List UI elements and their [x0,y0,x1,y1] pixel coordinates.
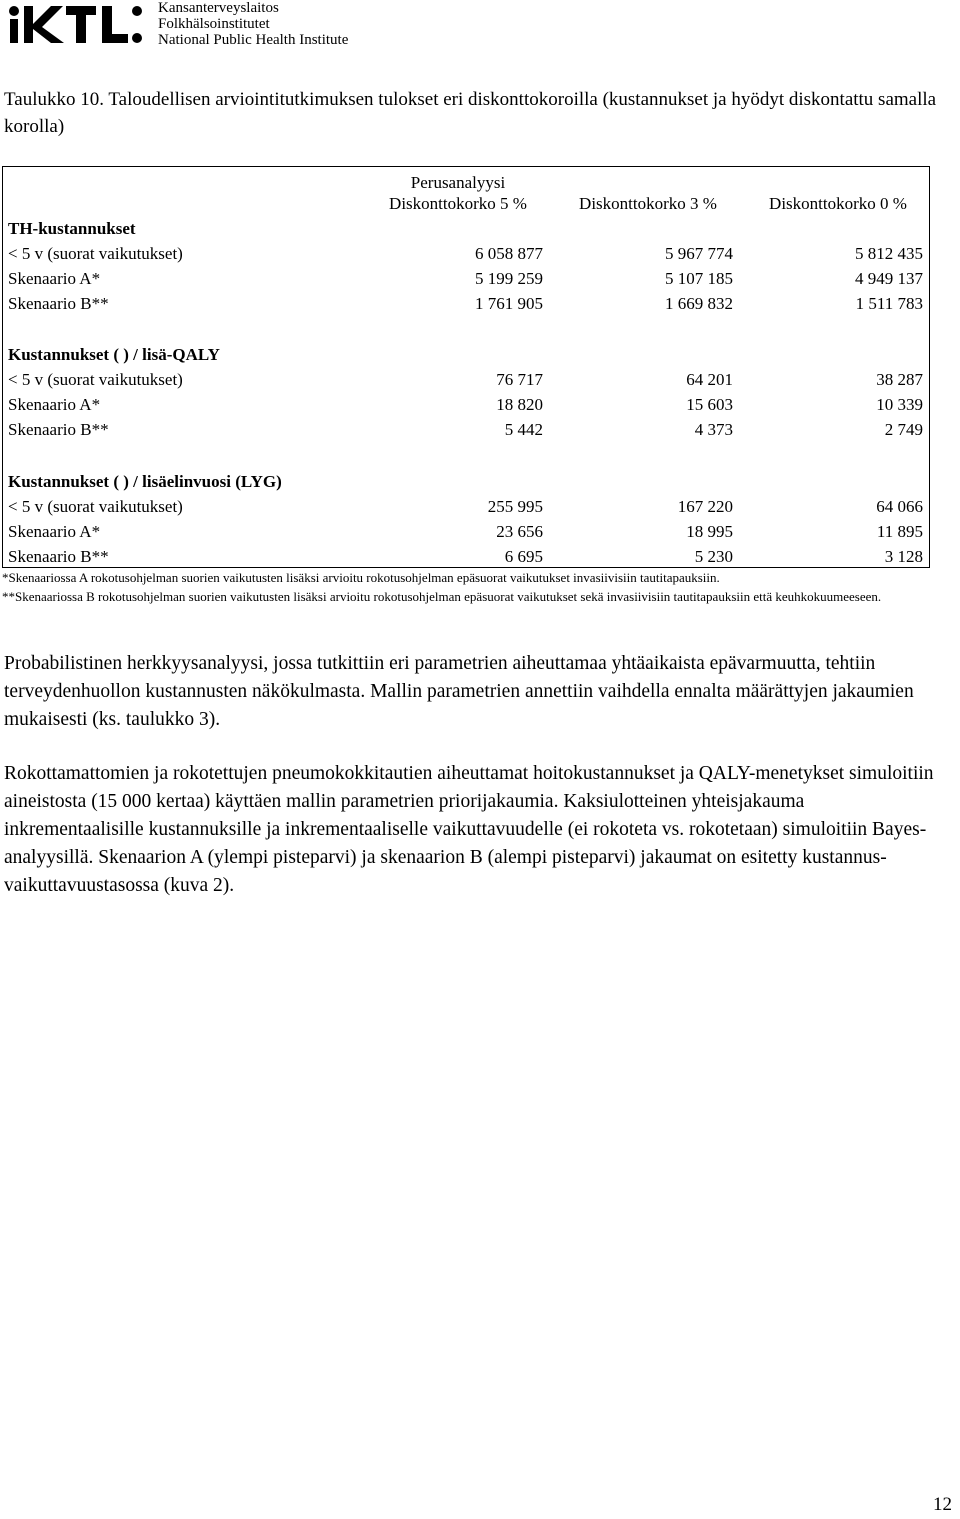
cell-value: 1 761 905 [475,294,543,313]
table-row [3,494,929,519]
cell-value: 10 339 [876,395,923,414]
cell-value: 6 695 [504,547,543,566]
column-header-3 [753,193,923,214]
table-row [3,544,929,569]
cell-value: 4 373 [694,420,733,439]
institute-name [158,0,348,48]
results-table [2,166,930,568]
row-label: < 5 v (suorat vaikutukset) [8,497,183,516]
table-row [3,266,929,291]
cell-value: 5 812 435 [855,244,923,263]
institute-line-fi: Kansanterveyslaitos [158,0,279,16]
cell-value: 38 287 [876,370,923,389]
cell-value: 1 511 783 [855,294,923,313]
cell-value: 76 717 [496,370,543,389]
row-label: Skenaario B** [8,547,109,566]
ktl-logo [8,2,148,48]
footnote-b: **Skenaariossa B rokotusohjelman suorien vaikutusten lisäksi arvioitu rokotusohjelman epäsuorat vaikutukset sekä invasiivisiin tautitapauksiin että keuhkokuumeeseen. [2,589,882,604]
section-title: Kustannukset ( ) / lisäelinvuosi (LYG) [8,472,282,491]
row-label: Skenaario B** [8,294,109,313]
cell-value: 23 656 [496,522,543,541]
table-row [3,392,929,417]
institute-line-en: National Public Health Institute [158,32,349,48]
column-header-2-line2: Diskonttokorko 3 % [579,194,717,213]
page-number: 12 [933,1494,952,1515]
column-header-1 [373,172,543,214]
table-row [3,241,929,266]
row-label: < 5 v (suorat vaikutukset) [8,370,183,389]
cell-value: 1 669 832 [665,294,733,313]
cell-value: 5 967 774 [665,244,733,263]
cell-value: 15 603 [686,395,733,414]
section-title: Kustannukset ( ) / lisä-QALY [8,345,220,364]
table-row [3,417,929,442]
section-title-cost-per-qaly [3,342,929,367]
column-header-1-line2: Diskonttokorko 5 % [389,194,527,213]
cell-value: 5 442 [504,420,543,439]
table-caption: Taulukko 10. Taloudellisen arviointitutkimuksen tulokset eri diskonttokoroilla (kustannukset ja hyödyt diskontattu samalla korolla) [4,89,937,137]
row-label: Skenaario A* [8,395,101,414]
cell-value: 255 995 [487,497,543,516]
section-title-cost-per-lyg [3,469,929,494]
cell-value: 5 107 185 [665,269,733,288]
table-row [3,367,929,392]
cell-value: 3 128 [884,547,923,566]
cell-value: 11 895 [876,522,923,541]
paragraph-simulation: Rokottamattomien ja rokotettujen pneumokokkitautien aiheuttamat hoitokustannukset ja QALY-menetykset simuloitiin aineistosta (15 000 kertaa) käyttäen mallin parametrien priorijakaumia. Kaksiulotteinen yhteisjakauma inkrementaalisille kustannuksille ja inkrementaaliselle vaikuttavuudelle (ei rokoteta vs. rokotetaan) simuloitiin Bayes-analyysillä. Skenaarion A (ylempi pisteparvi) ja skenaarion B (alempi pisteparvi) jakaumat on esitetty kustannus-vaikuttavuustasossa (kuva 2). [4,763,934,896]
row-label: < 5 v (suorat vaikutukset) [8,244,183,263]
paragraph-sensitivity-analysis: Probabilistinen herkkyysanalyysi, jossa tutkittiin eri parametrien aiheuttamaa yhtäaikaista epävarmuutta, tehtiin terveydenhuollon kustannusten näkökulmasta. Mallin parametrien annettiin vaihdella ennalta määrättyjen jakaumien mukaisesti (ks. taulukko 3). [4,653,914,730]
table-row [3,519,929,544]
cell-value: 64 201 [686,370,733,389]
cell-value: 64 066 [876,497,923,516]
cell-value: 18 995 [686,522,733,541]
row-label: Skenaario A* [8,522,101,541]
table-row [3,291,929,316]
column-header-3-line2: Diskonttokorko 0 % [769,194,907,213]
row-label: Skenaario A* [8,269,101,288]
institute-line-sv: Folkhälsoinstitutet [158,16,270,32]
cell-value: 4 949 137 [855,269,923,288]
cell-value: 6 058 877 [475,244,543,263]
cell-value: 5 230 [694,547,733,566]
column-header-1-line1: Perusanalyysi [410,173,506,192]
column-header-2 [563,193,733,214]
section-title: TH-kustannukset [8,219,136,238]
footnote-a: *Skenaariossa A rokotusohjelman suorien vaikutusten lisäksi arvioitu rokotusohjelman epäsuorat vaikutukset invasiivisiin tautitapauksiin. [2,570,720,585]
cell-value: 5 199 259 [475,269,543,288]
row-label: Skenaario B** [8,420,109,439]
cell-value: 18 820 [496,395,543,414]
cell-value: 167 220 [677,497,733,516]
cell-value: 2 749 [884,420,923,439]
section-title-th-costs [3,216,929,241]
